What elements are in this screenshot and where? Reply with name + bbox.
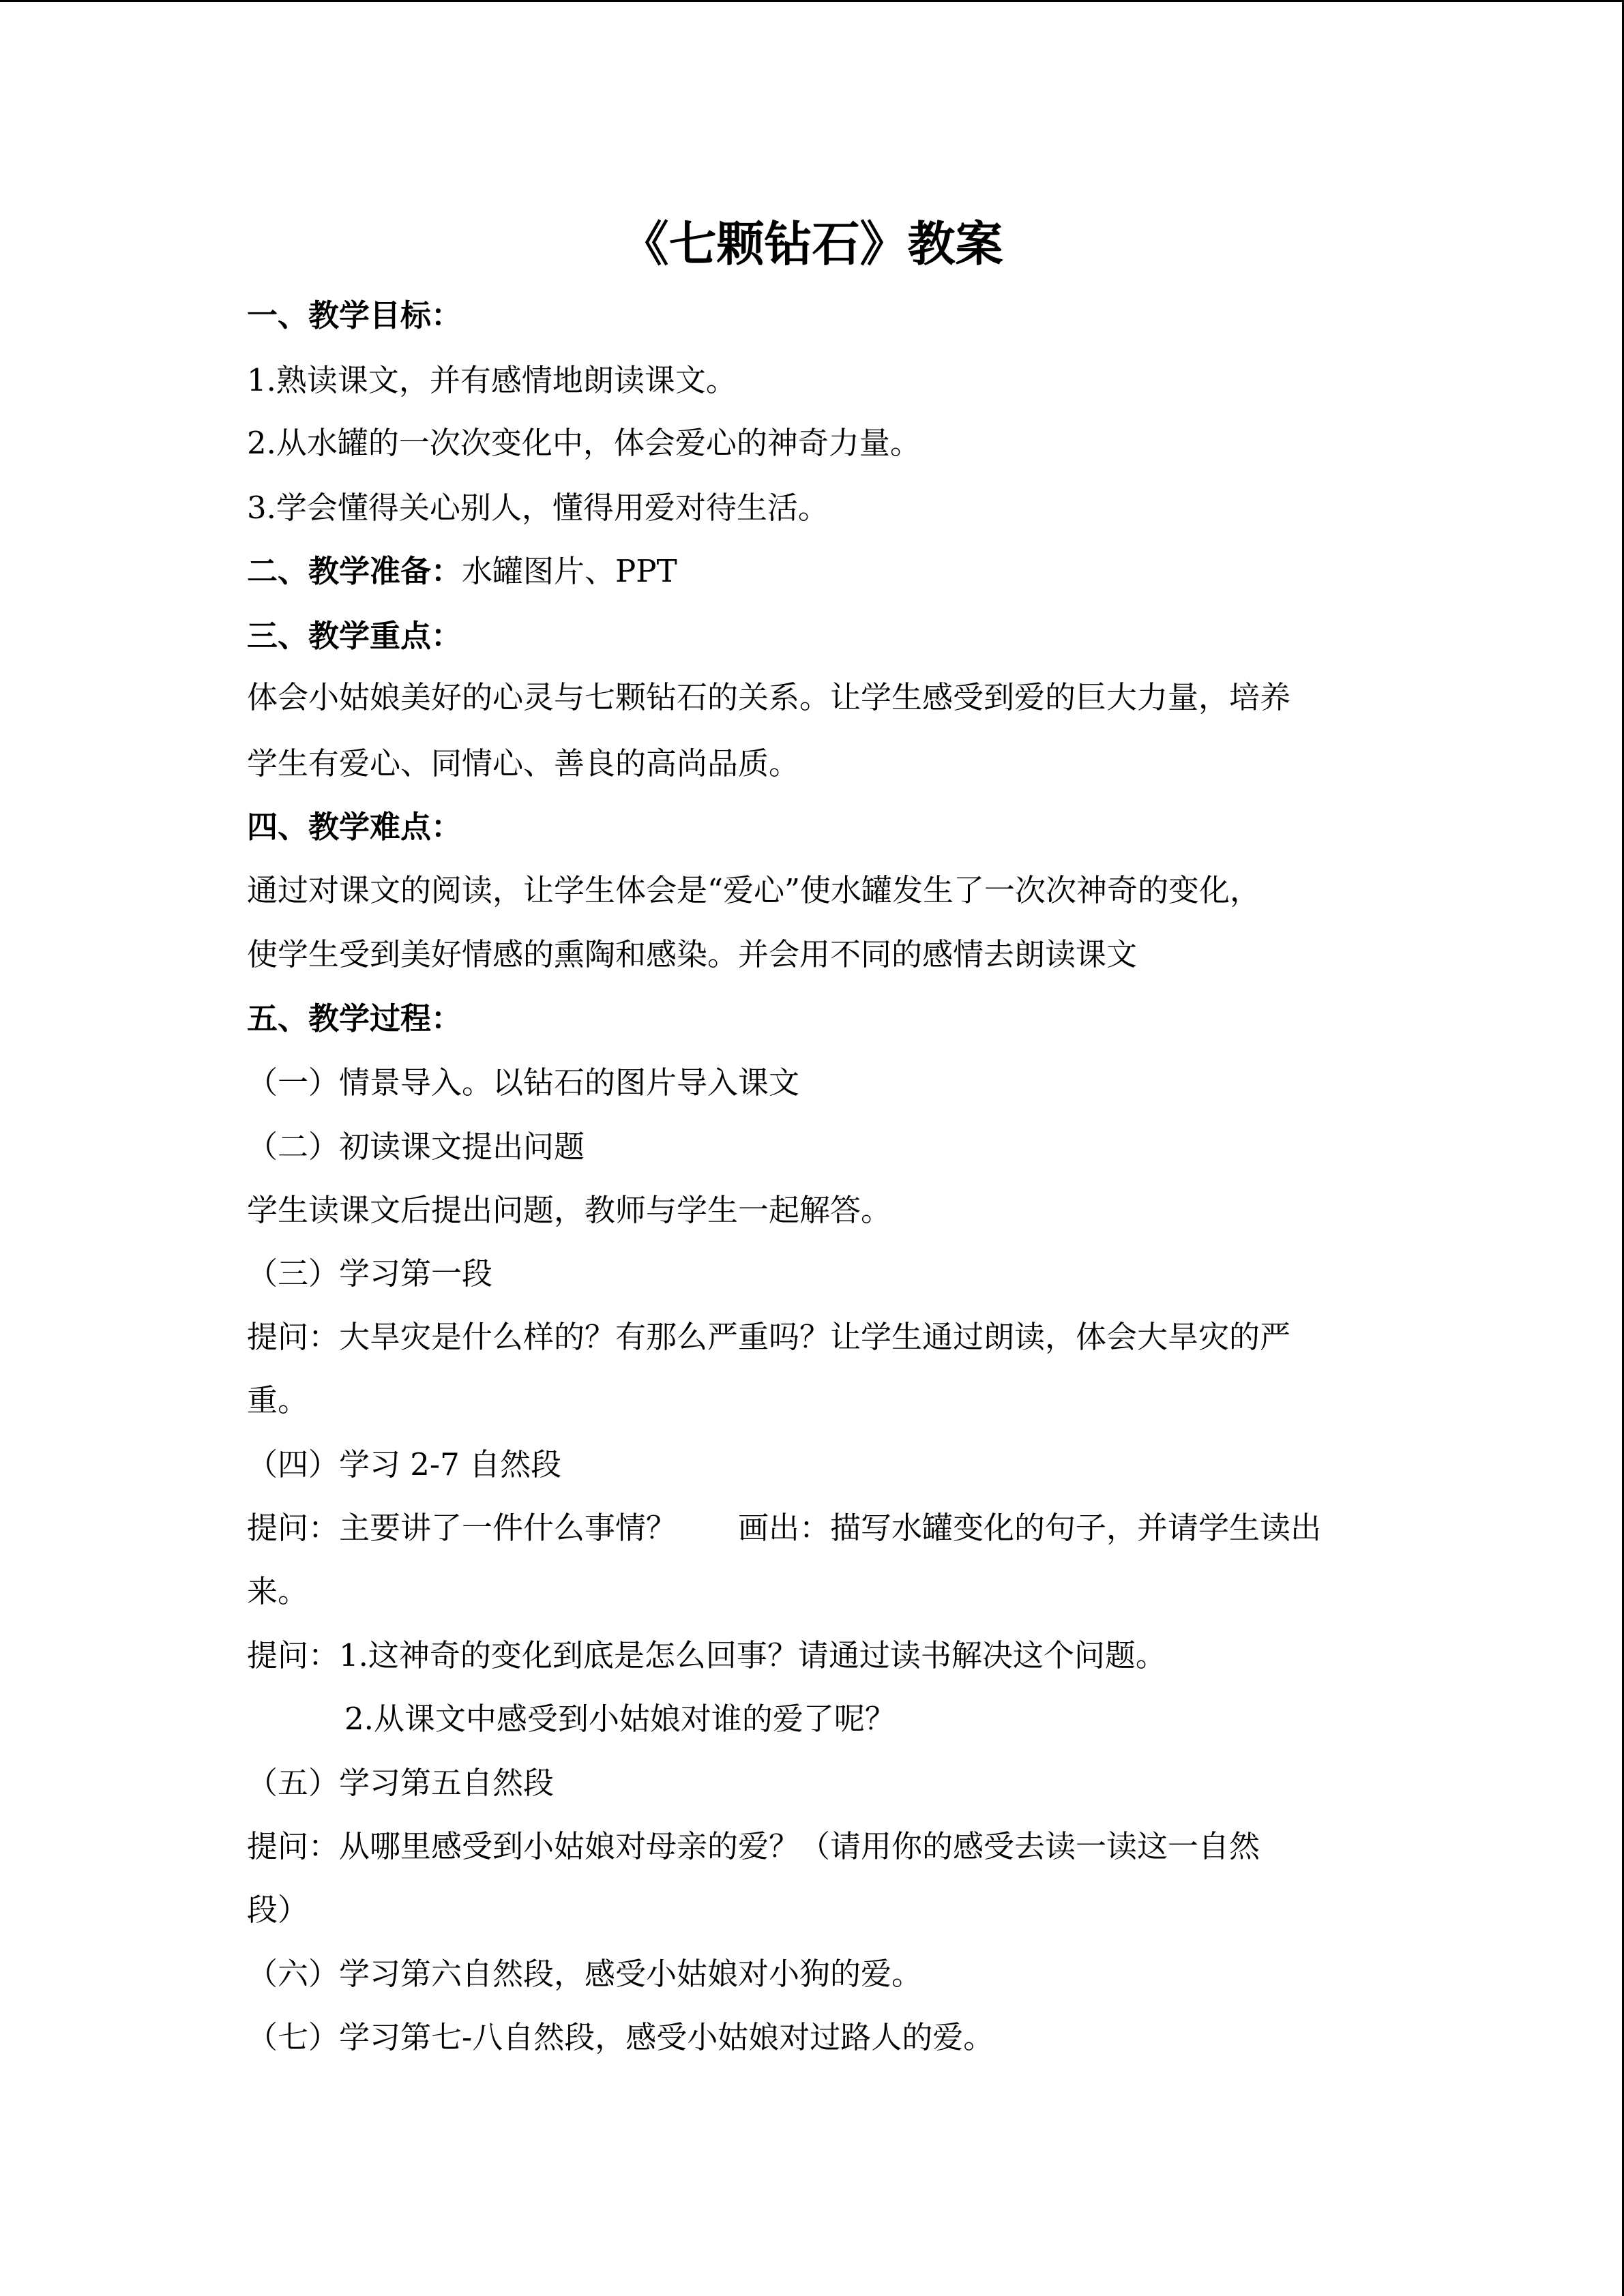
document-title: 《七颗钻石》教案 — [621, 215, 1003, 272]
key-text-line: 学生有爱心、同情心、善良的高尚品质。 — [247, 745, 800, 781]
difficulty-text-line: 使学生受到美好情感的熏陶和感染。并会用不同的感情去朗读课文 — [247, 936, 1138, 972]
process-step-5: （五）学习第五自然段 — [247, 1765, 555, 1801]
section-heading-difficulty: 四、教学难点： — [247, 809, 462, 845]
section-heading-prep: 二、教学准备： — [247, 553, 462, 589]
section-heading-key: 三、教学重点： — [247, 618, 462, 654]
prep-text: 水罐图片、PPT — [462, 553, 677, 589]
section-heading-process: 五、教学过程： — [247, 1000, 462, 1037]
process-step-5-text: 段） — [247, 1892, 309, 1928]
process-step-6: （六）学习第六自然段，感受小姑娘对小狗的爱。 — [247, 1956, 923, 1992]
task-text: 画出：描写水罐变化的句子，并请学生读出 — [738, 1510, 1322, 1546]
process-step-4-question — [247, 1504, 1321, 1552]
question-text: 提问：主要讲了一件什么事情？ — [247, 1510, 677, 1546]
process-step-2-text: 学生读课文后提出问题，教师与学生一起解答。 — [247, 1192, 892, 1228]
section-heading-goals: 一、教学目标： — [247, 297, 462, 333]
section-prep — [247, 548, 677, 595]
process-step-2: （二）初读课文提出问题 — [247, 1129, 585, 1165]
process-step-5-text: 提问：从哪里感受到小姑娘对母亲的爱？（请用你的感受去读一读这一自然 — [247, 1828, 1260, 1864]
process-step-4-question-2: 提问：1.这神奇的变化到底是怎么回事？请通过读书解决这个问题。 — [247, 1637, 1166, 1673]
key-text-line: 体会小姑娘美好的心灵与七颗钻石的关系。让学生感受到爱的巨大力量，培养 — [247, 679, 1291, 715]
goal-item: 1.熟读课文，并有感情地朗读课文。 — [247, 362, 737, 398]
process-step-7: （七）学习第七-八自然段，感受小姑娘对过路人的爱。 — [247, 2019, 994, 2055]
difficulty-text-line: 通过对课文的阅读，让学生体会是“爱心”使水罐发生了一次次神奇的变化， — [247, 872, 1261, 908]
process-step-3-text: 提问：大旱灾是什么样的？有那么严重吗？让学生通过朗读，体会大旱灾的严 — [247, 1319, 1291, 1355]
process-step-4: （四）学习 2-7 自然段 — [247, 1446, 562, 1482]
process-step-1: （一）情景导入。以钻石的图片导入课文 — [247, 1064, 800, 1101]
process-step-4-question-cont: 来。 — [247, 1573, 309, 1609]
process-step-3: （三）学习第一段 — [247, 1255, 493, 1292]
process-step-4-question-3: 2.从课文中感受到小姑娘对谁的爱了呢？ — [344, 1701, 896, 1737]
goal-item: 3.学会懂得关心别人，懂得用爱对待生活。 — [247, 490, 829, 526]
process-step-3-text: 重。 — [247, 1382, 309, 1418]
goal-item: 2.从水罐的一次次变化中，体会爱心的神奇力量。 — [247, 425, 921, 461]
